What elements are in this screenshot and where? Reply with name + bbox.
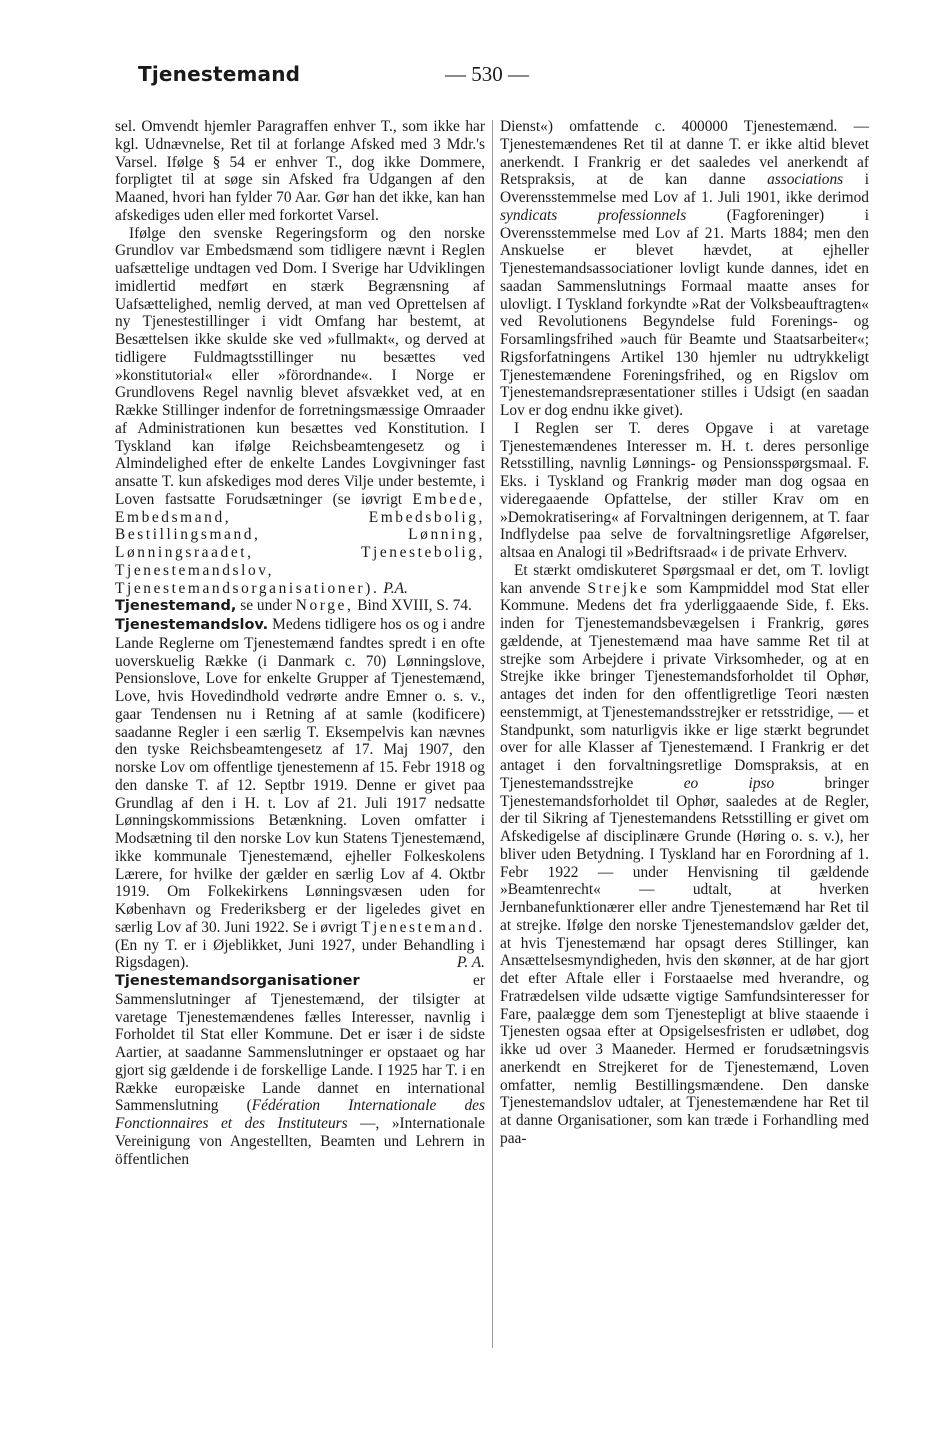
- author-signature: P.A.: [383, 579, 408, 597]
- italic-term: associations: [767, 171, 844, 189]
- text-run: Et stærkt omdiskuteret Spørgsmaal er det, om T. lovligt kan anvende: [500, 561, 869, 597]
- text-run: som Kampmiddel mod Stat eller Kommune. Medens det fra yderliggaaende Side, f. Eks. inden for Tjenestemandsbevægelsen i Frankrig, gøres gældende, at Tjenestemænd maa have samme Ret til at strejke som Arbejdere i private Virksomheder, og at en Strejke ikke bringer Tjenestemandsforholdet til Ophør, antages det inden for den offentligretlige Teori næsten eenstemmigt, at Tjenestemandsstrejker er retsstridige, — et Standpunkt, som naturligvis ikke er lige stærkt begrundet over for alle Klasser af Tjenestemænd. I Frankrig er det antaget i den forvaltningsretlige Domspraksis, at en Tjenestemandsstrejke: [500, 579, 869, 792]
- right-column: [500, 118, 869, 1148]
- entry-headword: Tjenestemand,: [115, 598, 237, 615]
- paragraph-2: I Reglen ser T. deres Opgave i at varetage Tjenestemændenes Interesser m. H. t. deres personlige Retsstilling, navnlig Lønnings- og Pensionsspørgsmaal. F. Eks. i Tyskland og Frankrig møder man dog ogsaa en videregaaende Opfattelse, der stiller Krav om en »Demokratisering« af Forvaltningen derigennem, at T. faar Indflydelse paa selve de forvaltningsretlige Afgørelser, altsaa en Analogi til »Bedriftsraad« i de private Erhverv.: [500, 419, 869, 561]
- column-divider: [492, 120, 493, 1348]
- italic-term: eo ipso: [683, 774, 775, 792]
- text-run: Dienst«) omfattende c. 400000 Tjenestemænd. — Tjenestemændenes Ret til at danne T. er ikke altid blevet anerkendt. I Frankrig er det saaledes vel anerkendt af Retspraksis, at de kan danne: [500, 118, 869, 189]
- author-signature: P. A.: [456, 954, 485, 972]
- entry-tjenestemandsorganisationer: [115, 972, 485, 1168]
- paragraph-continued: [500, 118, 869, 420]
- entry-tjenestemand: [115, 597, 485, 616]
- entry-text-2: (En ny T. er i Øjeblikket, Juni 1927, under Behandling i Rigsdagen).: [115, 936, 485, 972]
- cross-reference: Norge,: [295, 597, 354, 615]
- left-column: [115, 118, 485, 1168]
- entry-text-2: —, »Internationale Vereinigung von Angestellten, Beamten und Lehrern in öffentlichen: [115, 1115, 485, 1168]
- entry-text: er Sammenslutninger af Tjenestemænd, der tilsigter at varetage Tjenestemændenes fælles Interesser, navnlig i Forholdet til Stat eller Kommune. Det er især i de sidste Aartier, at saadanne Sammenslutninger er opstaaet og har gjort sig gældende i de forskellige Lande. I 1925 har T. i en Række europæiske Lande dannet en international Sammenslutning (: [115, 972, 485, 1115]
- cross-reference: Tjenestemand.: [361, 918, 485, 936]
- text-run: i Overensstemmelse med Lov af 1. Juli 1901, ikke derimod: [500, 171, 869, 206]
- spaced-term: Strejke: [587, 579, 650, 597]
- entry-text: se under: [240, 597, 292, 615]
- cross-references: Embede, Embedsmand, Embedsbolig, Bestillingsmand, Lønning, Lønningsraadet, Tjenestebolig, Tjenestemandslov, Tjenestemandsorganisationer).: [115, 490, 485, 597]
- entry-tjenestemandslov: [115, 616, 485, 972]
- italic-term: Fédération Internationale des Fonctionnaires et des Instituteurs: [115, 1097, 485, 1132]
- paragraph-2: [115, 225, 485, 598]
- italic-term: syndicats professionnels: [500, 206, 687, 224]
- paragraph-2-text: Ifølge den svenske Regeringsform og den norske Grundlov var Embedsmænd som tidligere nævnt i Reglen uafsættelige undtagen ved Dom. I Sverige har Udviklingen imidlertid medført en stærk Begrænsning af Uafsættelighed, nemlig derved, at man ved Oprettelsen af ny Tjenestestillinger i vidt Omfang har bestemt, at Besættelsen ikke skulde ske ved »fullmakt«, og derved at tidligere Fuldmagtsstillinger nu besættes ved »konstitutorial« eller »förordnande«. I Norge er Grundlovens Regel navnlig blevet afsvækket ved, at en Række Stillinger indenfor de forretningsmæssige Omraader af Administrationen kun besættes ved Konstitution. I Tyskland kan ifølge Reichsbeamtengesetz og i Almindelighed efter de enkelte Landes Lovgivninger fast ansatte T. kun afskediges mod deres Vilje under bestemte, i Loven fastsatte Forudsætninger (se iøvrigt: [115, 224, 485, 508]
- page-number: — 530 —: [445, 62, 529, 86]
- entry-text-2: Bind XVIII, S. 74.: [357, 597, 472, 615]
- running-head-title: Tjenestemand: [138, 62, 301, 86]
- text-run: bringer Tjenestemandsforholdet til Ophør, saaledes at de Regler, der til Sikring af Tjenestemandens Retsstilling er givet om Afskedigelse af disciplinære Grunde (Høring o. s. v.), her bliver uden Betydning. I Tyskland har en Forordning af 1. Febr 1922 — under Henvisning til gældende »Beamtenrecht« — udtalt, at hverken Jernbanefunktionærer eller andre Tjenestemænd har Ret til at strejke. Ifølge den norske Tjenestemandslov gælder det, at hvis Tjenestemænd har opsagt deres Stillinger, kan Ansættelsesmyndigheden, hvis den skønner, at de har gjort det efter Aftale eller i Forstaaelse med hverandre, og Fratrædelsen vilde udsætte vigtige Samfundsinteresser for Fare, paalægge dem som Tjenestepligt at blive staaende i Tjenesten ogsaa efter at Opsigelsesfristen er udløbet, dog ikke ud over 3 Maaneder. Hermed er forudsætningsvis anerkendt en Strejkeret for de Tjenestemænd, Loven omfatter, nemlig Bestillingsmændene. Den danske Tjenestemandslov udtaler, at Tjenestemændene har Ret til at danne Organisationer, som kan træde i Forhandling med paa-: [500, 774, 869, 1147]
- entry-text: Medens tidligere hos os og i andre Lande Reglerne om Tjenestemænd fandtes spredt i en ofte uoverskuelig Række (i Danmark c. 70) Lønningslove, Pensionslove, Love for enkelte Grupper af Tjenestemænd, Love, hvis Hovedindhold vedrørte andre Emner o. s. v., gaar Tendensen nu i Retning af at samle (kodificere) saadanne Regler i een særlig T. Eksempelvis kan nævnes den tyske Reichsbeamtengesetz af 17. Maj 1907, den norske Lov om offentlige tjenestemenn af 15. Febr 1918 og den danske T. af 12. Septbr 1919. Denne er givet paa Grundlag af den i H. t. Lov af 21. Juli 1917 nedsatte Lønningskommissions Betænkning. Loven omfatter i Modsætning til den norske Lov kun Statens Tjenestemænd, ikke kommunale Tjenestemænd, ejheller Folkeskolens Lærere, for hvilke der gælder en særlig Lov af 4. Oktbr 1919. Om Folkekirkens Lønningsvæsen uden for København og Frederiksberg er der ligeledes givet en særlig Lov af 30. Juni 1922. Se i øvrigt: [115, 616, 485, 936]
- entry-headword: Tjenestemandslov.: [115, 617, 269, 633]
- text-run: (Fagforeninger) i Overensstemmelse med Lov af 21. Marts 1884; men den Anskuelse er blevet hævdet, at ejheller Tjenestemandsassociationer lovligt kunde dannes, idet en saadan Sammenslutnings Formaal maatte anses for ulovligt. I Tyskland forkyndte »Rat der Volksbeauftragten« ved Revolutionens Begyndelse fuld Forenings- og Forsamlingsfrihed »auch für Beamte und Staatsarbeiter«; Rigsforfatningens Artikel 130 hjemler nu udtrykkeligt Tjenestemændene Foreningsfrihed, og en Rigslov om Tjenestemandsrepræsentationer stilles i Udsigt (en saadan Lov er dog endnu ikke givet).: [500, 206, 869, 419]
- entry-headword: Tjenestemandsorganisationer: [115, 973, 360, 989]
- paragraph-1: sel. Omvendt hjemler Paragraffen enhver T., som ikke har kgl. Udnævnelse, Ret til at forlange Afsked med 3 Mdr.'s Varsel. Ifølge § 54 er enhver T., dog ikke Dommere, forpligtet til at søge sin Afsked fra Udgangen af den Maaned, hvori han fylder 70 Aar. Gør han det ikke, kan han afskediges uden eller med forkortet Varsel.: [115, 118, 485, 224]
- paragraph-3: [500, 562, 869, 1148]
